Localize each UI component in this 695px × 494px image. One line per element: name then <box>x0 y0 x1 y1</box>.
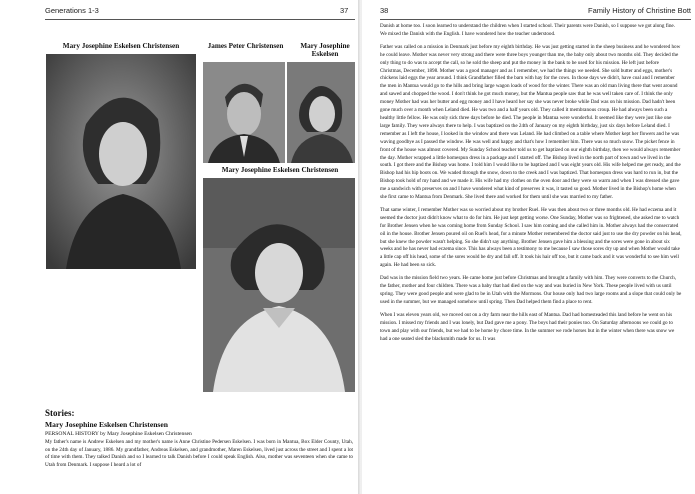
right-paragraph: Danish at home too. I soon learned to understand the children when I started school. Their parents were Danish, so I suppose we got along fine. We mixed the Danish with the English. I have wondered how the teacher understood. <box>380 23 675 37</box>
right-body-text <box>380 23 682 348</box>
portrait-photo-woman-small <box>287 62 355 163</box>
right-paragraph: That same winter, I remember Mother was so worried about my brother Ruel. He was then about two or three months old. He had eczema and it seemed the doctor just didn't know what to do for him. He just kept getting worse. One Sunday, Mother was so frightened, she asked me to watch for Brother Jensen when he was coming home from Sunday School. I saw him coming and she called him in. Mother always had the consecrated oil in the house. Brother Jensen poured oil on Ruel's head, for a minute Mother remembered the doctor said just to use the dry powder on his head, but she knew the powder wasn't helping. So she didn't say anything. Brother Jensen gave him a blessing and the sores were gone in about six weeks and he has never had eczema since. This has always been a testimony to me because I saw those sores dry up and when Mother would take a little cap off his head, some of the sores would be dry and fall off. It took his hair off too, but it came back and it was wonderful to see him well again. He had been so sick. <box>380 206 682 269</box>
left-body-text: My father's name is Andrew Eskelsen and my mother's name is Anne Christine Pedersen Eskelsen. I was born in Mantua, Box Elder County, Utah, on the 24th day of January, 1886. My grandfather, Andreas Eskelsen, and grandmother, Maren Eskelsen, lived just across the street and I spent a lot of time with them. They talked Danish and so I learned to talk Danish before I could speak English. Also, mother was seventeen when she came to Utah from Denmark. I suppose I heard a lot of <box>45 439 353 469</box>
caption-photo-woman-top: Mary Josephine Eskelsen <box>300 42 350 58</box>
left-header-rule <box>45 19 355 20</box>
right-page <box>362 0 695 494</box>
stories-heading: Stories: <box>45 408 75 418</box>
right-paragraph: Father was called on a mission in Denmark just before my eighth birthday. He was just getting started in the sheep business and he wondered how he could leave. Mother was never very strong and there were three boys younger than me, the baby only about two months old. They decided the only thing to do was to accept the call, so he sold the sheep and put the money in the bank to be used for his mission. He left just before Christmas, December, 1898. Mother was a good manager and as I remember, we had the things we needed. She sold butter and eggs, mother's chickens laid eggs the year around. I think Grandfather filled the barn with hay for the cows. In those days we didn't, have coal and I remember the men in Mantua would go to the hills and bring large wagon loads of wood for the winter. There was an old man living there that went around and sawed and chopped the wood. I don't think he got much money, but the Mantua people saw that he was well taken care of. I think the only money Mother had was her butter and egg money and I have heard her say she was never broke while Dad was on his mission. Dad hadn't been gone much over a month when Leland died. He was two and a half years old. They called it membranous croup. He had always been such a healthy little fellow. He was only sick three days before he died. The people in Mantua were wonderful. It seemed like they were just like one large family. They were always there to help. I was baptized on the 24th of January on my eighth birthday, just six days before Leland died. I remember as I left the house, I looked in the window and there was Leland. He had climbed on a table where Mother kept her flowers and he was waving goodbye as I passed the window. He was well and happy and that's how I remember him. There was so much snow. The picket fence in front of the house was almost covered. My Sunday School teacher told us to get baptized on our eighth birthday, then we would always remember the day. Mother wrapped a little homespun dress in a package and I started off. The Bishop lived in the north part of town and we lived in the south. I got there and the Bishop was home. I told him I would like to be baptized and I was eight years old. His wife helped me get ready, and the Bishop had his hip boots on. We waded through the snow, down to the creek and I was baptized. That homespun dress was hard to run in, but the Bishop took hold of my hand and we made it. His wife had my clothes on the oven door and they were so warm and when I was dressed she gave me a sandwich with preserves on and I have wondered what kind of preserves it was, it tasted so good. Mother lived in the Bishop's home when she first came to Mantua from Denmark. She lived there and worked for them until she was married to my father. <box>380 43 681 201</box>
caption-photo-portrait: Mary Josephine Eskelsen Christensen <box>221 166 339 174</box>
left-page-number: 37 <box>340 6 349 15</box>
stories-subheading: Mary Josephine Eskelsen Christensen <box>45 420 168 429</box>
right-header-rule <box>380 19 691 20</box>
right-page-number: 38 <box>380 6 389 15</box>
right-header-title: Family History of Christine Bott <box>588 6 691 15</box>
caption-photo-main: Mary Josephine Eskelsen Christensen <box>62 42 180 50</box>
caption-photo-man: James Peter Christensen <box>207 42 284 50</box>
right-paragraph: Dad was in the mission field two years. He came home just before Christmas and brought a family with him. They were converts to the Church, the father, mother and four children. There was a baby that had died on the way and was buried in New York. These people lived with us until spring. They were good people and were glad to be in Utah with the Mormons. Our house only had two large rooms and a slope that could only be used in the summer, but we managed somehow until spring. Then Dad helped them find a place to rent. <box>380 275 682 305</box>
portrait-photo-man <box>203 62 285 163</box>
portrait-photo-large <box>203 178 355 392</box>
right-paragraph: When I was eleven years old, we moved out on a dry farm near the hills east of Mantua. Dad had homesteaded this land before he went on his mission. I missed my friends and I was lonely, but Dad gave me a pony. The boys had their ponies too. On Saturday afternoons we could go to town and play with our friends, but we had to be home by chore time. In the summer we rode horses but in the winter when there was snow we had a one seated sled the blacksmith made for us. It was <box>380 311 675 342</box>
left-header-title: Generations 1-3 <box>45 6 99 15</box>
portrait-photo-main <box>46 54 196 269</box>
stories-title-line: PERSONAL HISTORY by Mary Josephine Eskelsen Christensen <box>45 431 192 437</box>
